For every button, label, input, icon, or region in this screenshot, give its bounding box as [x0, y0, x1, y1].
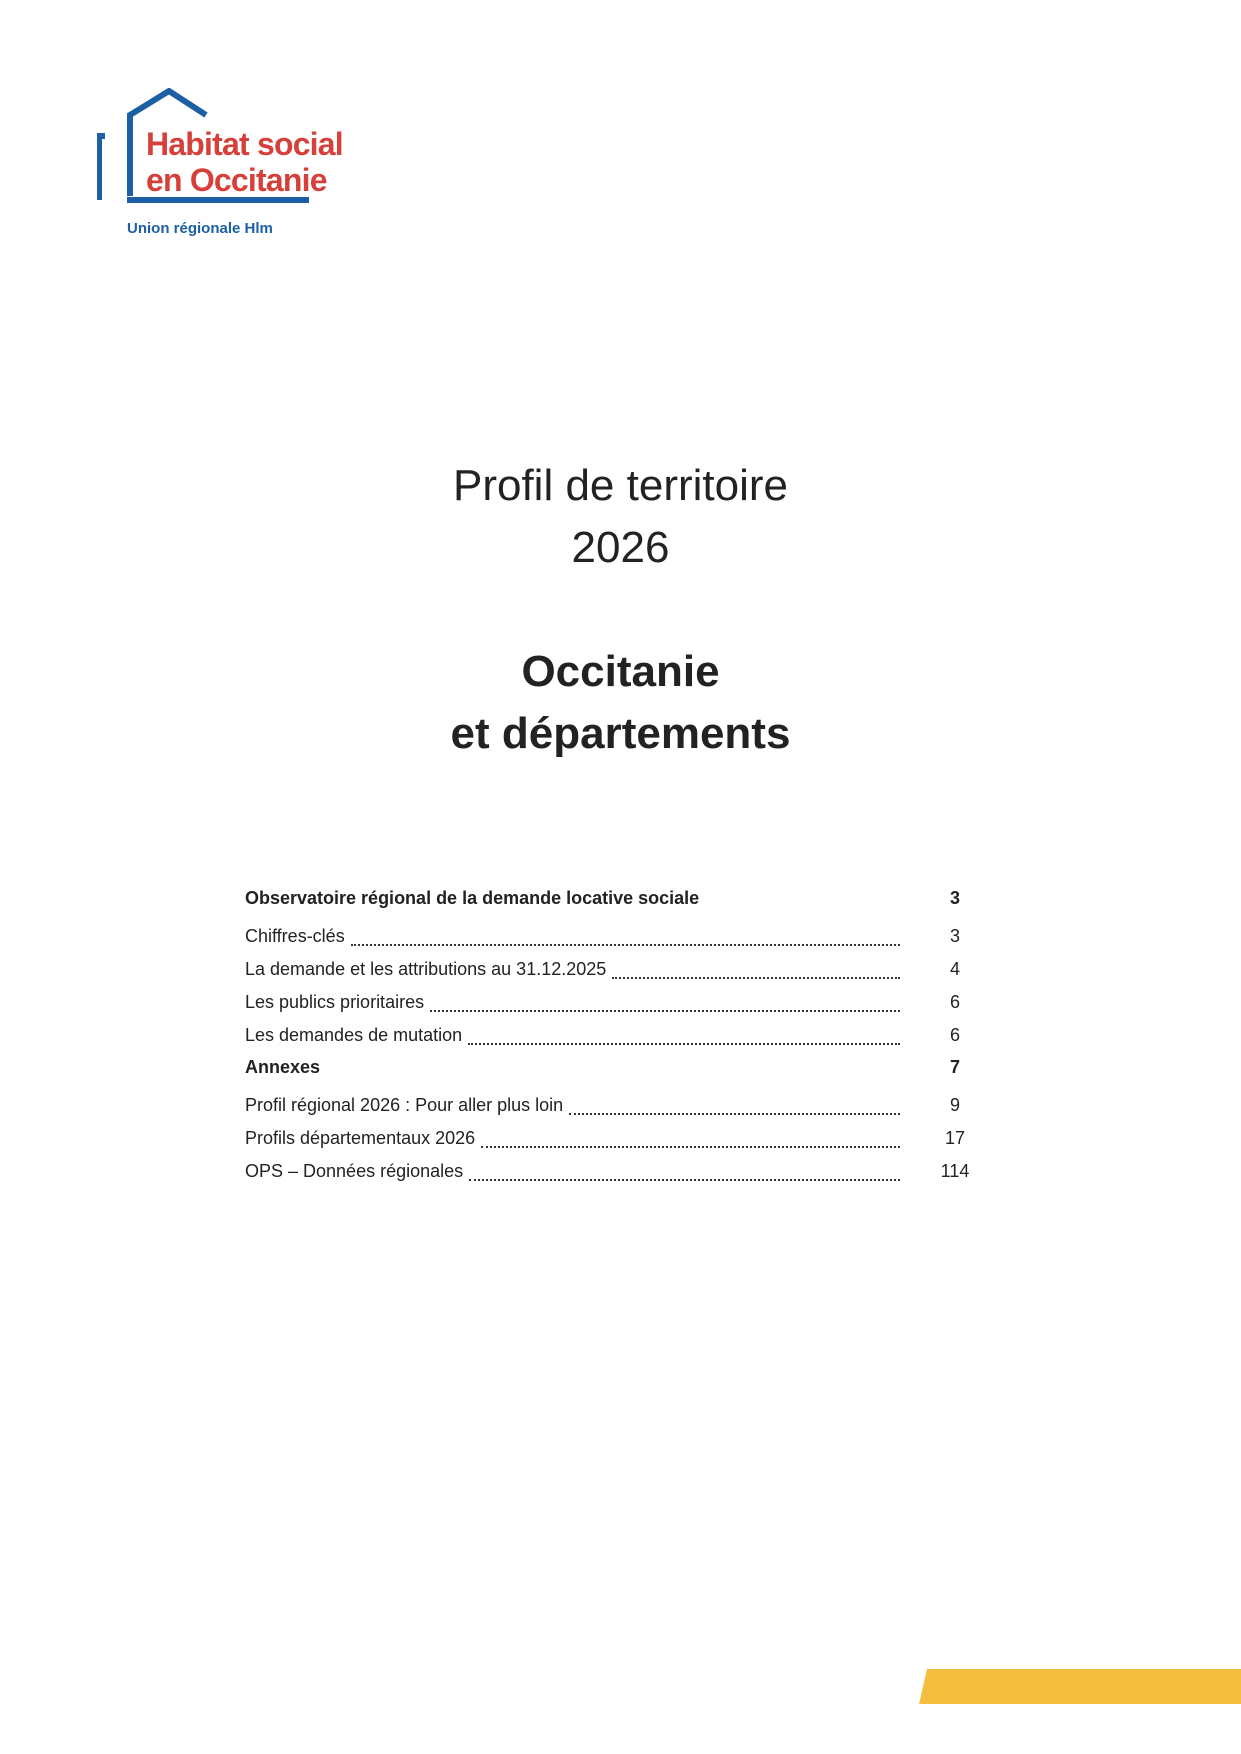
toc-label: OPS – Données régionales: [245, 1161, 464, 1181]
toc-label: Les publics prioritaires: [245, 992, 425, 1012]
logo-text-line-2: en Occitanie: [146, 162, 327, 198]
logo-subtitle: Union régionale Hlm: [127, 220, 273, 237]
toc-leader-dots: [351, 942, 900, 946]
toc-label: Les demandes de mutation: [245, 1025, 463, 1045]
toc-page-number: 3: [949, 926, 960, 946]
toc-leader-dots: [612, 975, 900, 979]
document-title-line-2: 2026: [571, 523, 670, 572]
toc-page-number: 114: [940, 1161, 970, 1181]
toc-entry[interactable]: [245, 953, 985, 986]
toc-page-number: 17: [944, 1128, 966, 1148]
toc-label: Profil régional 2026 : Pour aller plus loin: [245, 1095, 564, 1115]
toc-page-number: 6: [949, 1025, 960, 1045]
toc-page-number: 4: [949, 959, 960, 979]
toc-label: Annexes: [245, 1057, 321, 1077]
toc-section[interactable]: [245, 1052, 985, 1089]
toc-label: La demande et les attributions au 31.12.2025: [245, 959, 607, 979]
toc-entry[interactable]: [245, 1155, 985, 1188]
document-subtitle: [0, 641, 1241, 765]
table-of-contents: [245, 883, 985, 1188]
toc-label: Chiffres-clés: [245, 926, 345, 946]
toc-page-number: 3: [949, 888, 960, 908]
document-subtitle-line-2: et départements: [450, 709, 791, 758]
toc-leader-dots: [469, 1177, 900, 1181]
toc-entry[interactable]: [245, 1019, 985, 1052]
organization-logo: [97, 88, 357, 248]
toc-leader-dots: [481, 1144, 900, 1148]
document-title-line-1: Profil de territoire: [452, 461, 788, 510]
document-title: [0, 455, 1241, 579]
toc-leader-dots: [569, 1111, 900, 1115]
toc-entry[interactable]: [245, 1122, 985, 1155]
toc-leader-dots: [468, 1041, 900, 1045]
document-subtitle-line-1: Occitanie: [521, 647, 720, 696]
toc-entry[interactable]: [245, 1089, 985, 1122]
toc-entry[interactable]: [245, 920, 985, 953]
toc-label: Observatoire régional de la demande locative sociale: [245, 888, 700, 908]
toc-entry[interactable]: [245, 986, 985, 1019]
toc-leader-dots: [430, 1008, 900, 1012]
toc-label: Profils départementaux 2026: [245, 1128, 476, 1148]
footer-accent-bar: [919, 1669, 1241, 1704]
toc-page-number: 6: [949, 992, 960, 1012]
logo-text-line-1: Habitat social: [146, 126, 343, 162]
toc-page-number: 7: [949, 1057, 960, 1077]
toc-section[interactable]: [245, 883, 985, 920]
toc-page-number: 9: [949, 1095, 960, 1115]
